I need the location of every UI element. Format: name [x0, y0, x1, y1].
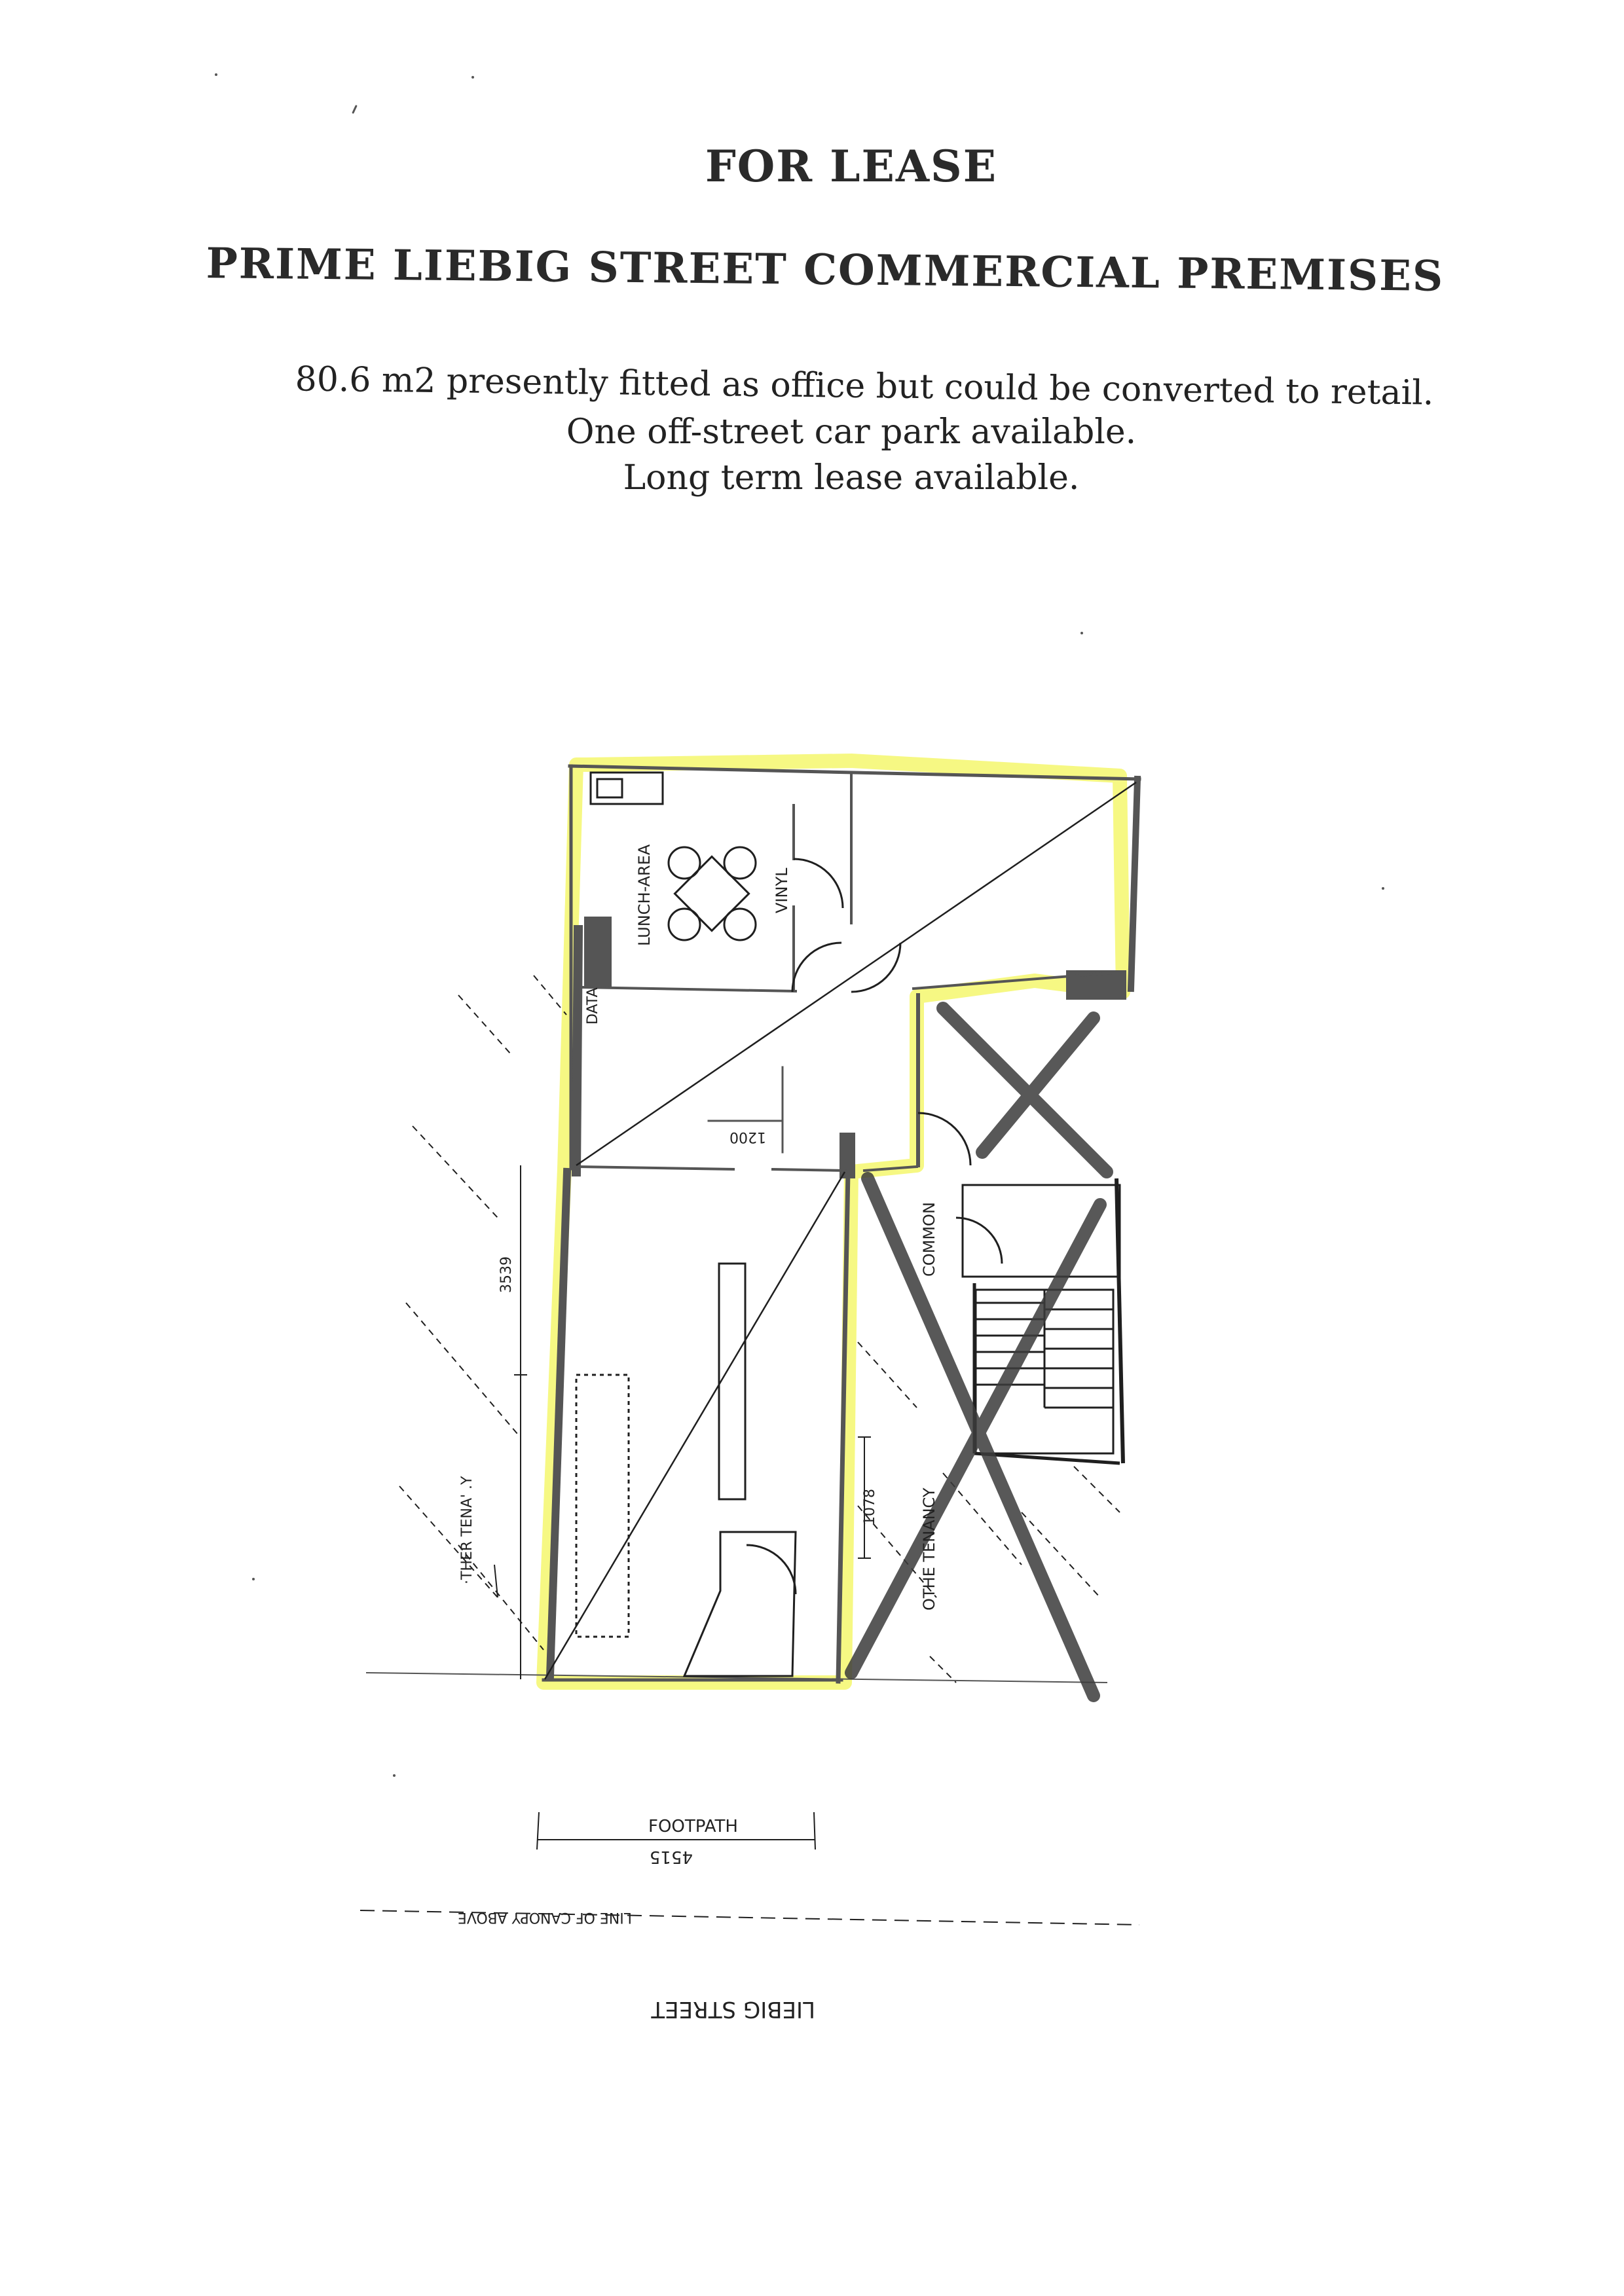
leased-area-highlight [544, 761, 1123, 1683]
description-line-car-park: One off-street car park available. [566, 412, 1137, 452]
diagonal-upper [576, 782, 1136, 1165]
label-dim-1200: 1200 [729, 1129, 766, 1145]
label-dim-3539: 3539 [498, 1256, 515, 1293]
door-swing [918, 1113, 970, 1165]
lunch-table [674, 856, 748, 930]
description-line-lease: Long term lease available. [623, 458, 1080, 498]
label-lunch-area: LUNCH-AREA [635, 844, 654, 946]
label-footpath: FOOTPATH [648, 1817, 738, 1836]
wall-left-thick [576, 930, 578, 1172]
wall-middle-right [773, 1169, 845, 1171]
label-line-of-canopy: LINE OF CANOPY ABOVE [457, 1909, 632, 1925]
chair [724, 909, 756, 940]
door-swing [792, 943, 841, 992]
chair [669, 847, 700, 879]
description-line-area: 80.6 m2 presently fitted as office but could be converted to retail. [295, 359, 1434, 413]
diagonal-lower [545, 1172, 845, 1679]
wall-middle-left [576, 1167, 733, 1169]
shelving [576, 1375, 629, 1637]
kitchen-sink [591, 773, 663, 804]
lunch-area-bottom-wall [583, 987, 796, 991]
document-subtitle: PRIME LIEBIG STREET COMMERCIAL PREMISES [206, 239, 1445, 301]
door-swing [747, 1545, 796, 1594]
chair [724, 847, 756, 879]
door-swing [794, 859, 843, 908]
label-other-tenancy-right: OTHE TENANCY [920, 1487, 938, 1611]
label-other-tenancy-left: ·THER TENA' .Y [459, 1476, 475, 1584]
door-swing [851, 943, 900, 992]
label-street: LIEBIG STREET [651, 1996, 815, 2022]
chair [669, 909, 700, 940]
label-dim-4515: 4515 [649, 1847, 693, 1867]
wall-block-left [584, 917, 612, 989]
wall-right-upper [1131, 779, 1137, 989]
label-common: COMMON [920, 1202, 938, 1277]
display-unit [684, 1532, 796, 1676]
counter [719, 1264, 745, 1499]
document-title: FOR LEASE [705, 141, 998, 192]
label-vinyl: VINYL [773, 867, 791, 913]
label-dim-1078: 1078 [862, 1489, 878, 1525]
label-data: DATA [585, 987, 601, 1025]
